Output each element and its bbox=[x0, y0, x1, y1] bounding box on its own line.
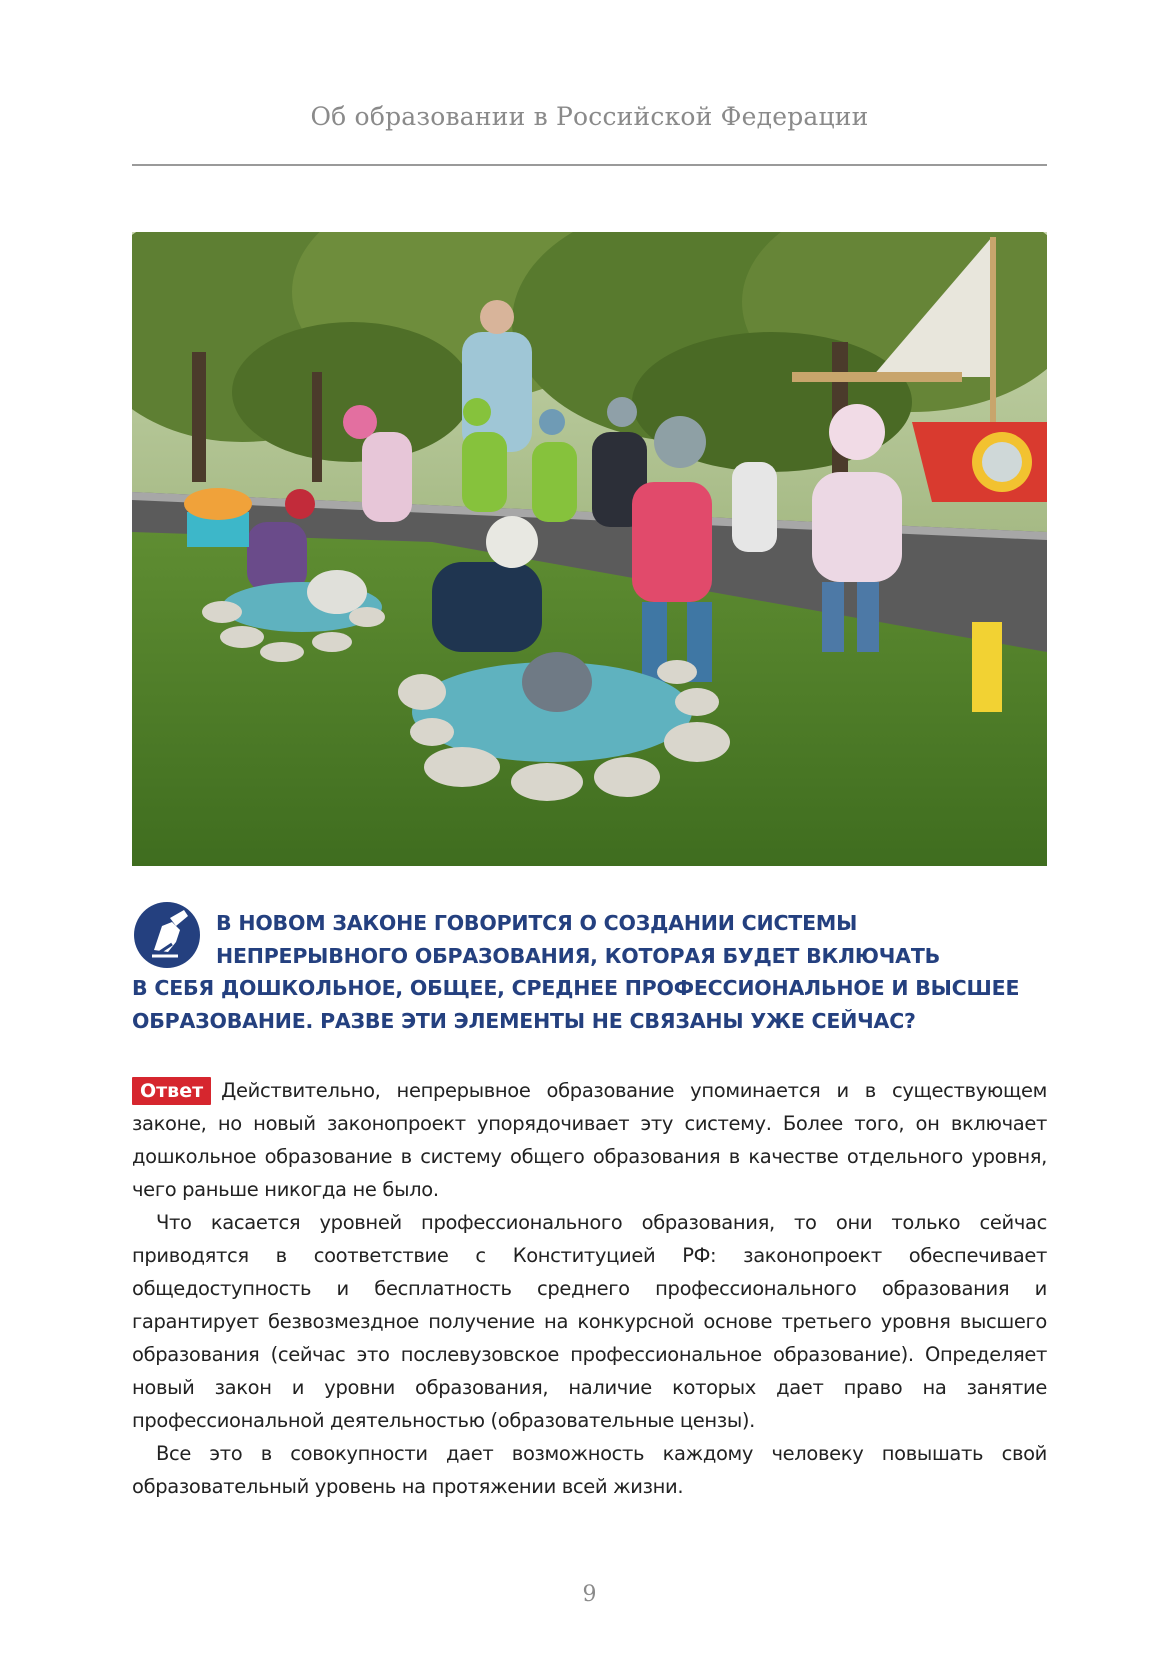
children-playground-photo bbox=[132, 232, 1047, 866]
answer-body bbox=[132, 1074, 1047, 1503]
question-line: НЕПРЕРЫВНОГО ОБРАЗОВАНИЯ, КОТОРАЯ БУДЕТ ВКЛЮЧАТЬ bbox=[216, 943, 941, 968]
header-rule bbox=[132, 164, 1047, 166]
question-text bbox=[132, 907, 1052, 1037]
running-title: Об образовании в Российской Федерации bbox=[310, 102, 869, 131]
answer-paragraph: Что касается уровней профессионального образования, то они только сейчас приводятся в соответствие с Конституцией РФ: законопроект обеспечивает общедоступность и бесплатность среднего профессионального образования и гарантирует безвозмездное получение на конкурсной основе третьего уровня высшего образования (сейчас это послевузовское профессиональное образование). Определяет новый закон и уровни образования, наличие которых дает право на занятие профессиональной деятельностью (образовательные цензы). bbox=[132, 1211, 1047, 1432]
question-line: ОБРАЗОВАНИЕ. РАЗВЕ ЭТИ ЭЛЕМЕНТЫ НЕ СВЯЗАНЫ УЖЕ СЕЙЧАС? bbox=[132, 1008, 916, 1033]
question-line: В НОВОМ ЗАКОНЕ ГОВОРИТСЯ О СОЗДАНИИ СИСТЕМЫ bbox=[216, 911, 858, 935]
answer-badge: Ответ bbox=[132, 1077, 211, 1105]
page-number: 9 bbox=[582, 1582, 597, 1607]
answer-paragraph bbox=[132, 1074, 1047, 1206]
answer-paragraph: Все это в совокупности дает возможность каждому человеку повышать свой образовательный уровень на протяжении всей жизни. bbox=[132, 1442, 1047, 1498]
answer-paragraph-text: Действительно, непрерывное образование упоминается и в существующем законе, но новый законопроект упорядочивает эту систему. Более того, он включает дошкольное образование в систему общего образования в качестве отдельного уровня, чего раньше никогда не было. bbox=[132, 1079, 1047, 1201]
question-line: В СЕБЯ ДОШКОЛЬНОЕ, ОБЩЕЕ, СРЕДНЕЕ ПРОФЕССИОНАЛЬНОЕ И ВЫСШЕЕ bbox=[132, 976, 1020, 1000]
